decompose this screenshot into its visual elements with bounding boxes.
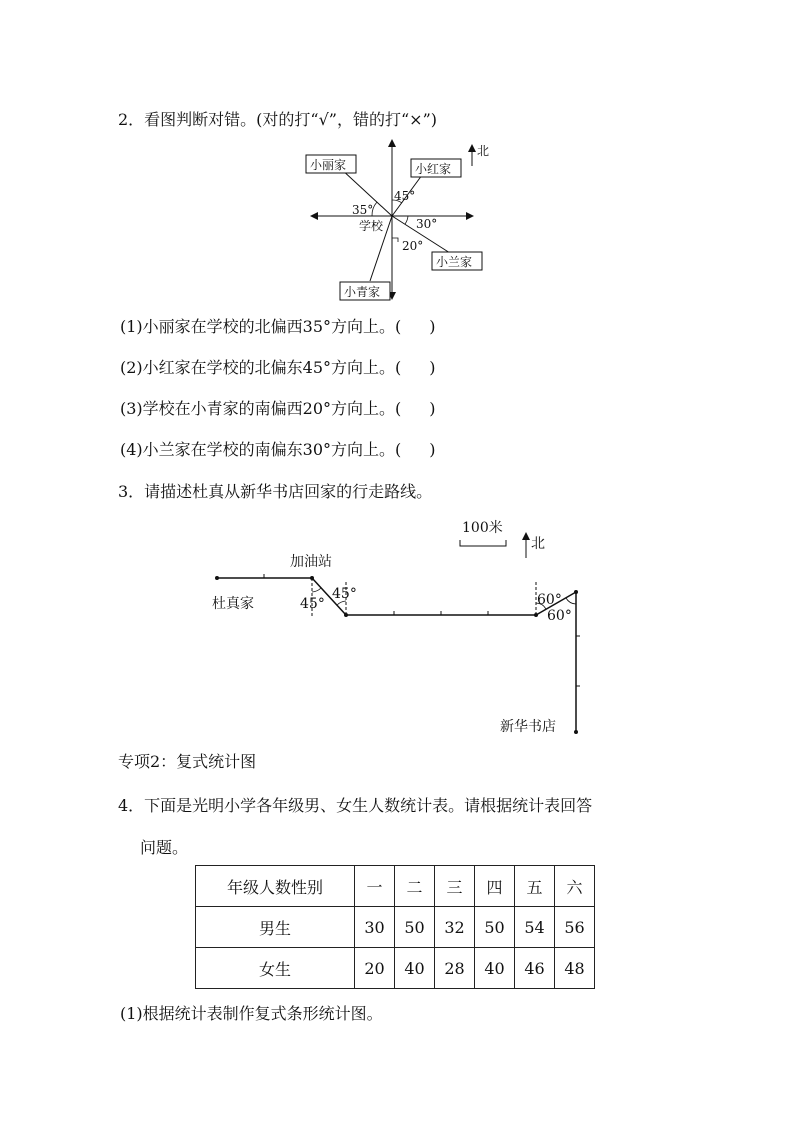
du-home-label: 杜真家 xyxy=(212,596,254,612)
table-row xyxy=(196,907,595,948)
angle-qing: 20° xyxy=(402,239,424,253)
scale-bar xyxy=(460,540,506,546)
grade-cell: 五 xyxy=(515,866,555,907)
north-label: 北 xyxy=(531,536,545,552)
row-label: 男生 xyxy=(196,907,355,948)
lan-home-label: 小兰家 xyxy=(436,255,473,269)
table-row xyxy=(196,948,595,989)
angle-d: 60° xyxy=(547,608,572,624)
table-cell: 48 xyxy=(555,948,595,989)
table-cell: 46 xyxy=(515,948,555,989)
q2-item-4: (4)小兰家在学校的南偏东30°方向上。( ) xyxy=(120,440,436,459)
angle-lan: 30° xyxy=(416,217,438,231)
hong-home-label: 小红家 xyxy=(415,162,452,176)
q2-item-1: (1)小丽家在学校的北偏西35°方向上。( ) xyxy=(120,317,436,336)
section-title: 专项2：复式统计图 xyxy=(118,752,257,771)
scale-label: 100米 xyxy=(462,520,503,536)
grade-cell: 四 xyxy=(475,866,515,907)
q4-title-cont: 问题。 xyxy=(140,838,189,857)
angle-li: 35° xyxy=(352,203,374,217)
q4-sub1: (1)根据统计表制作复式条形统计图。 xyxy=(120,1004,383,1023)
q4-title: 4．下面是光明小学各年级男、女生人数统计表。请根据统计表回答 xyxy=(118,796,593,815)
table-cell: 20 xyxy=(355,948,395,989)
table-cell: 50 xyxy=(475,907,515,948)
q2-item-2: (2)小红家在学校的北偏东45°方向上。( ) xyxy=(120,358,436,377)
q2-title: 2．看图判断对错。(对的打“√”，错的打“×”) xyxy=(118,110,437,129)
q2-item-3: (3)学校在小青家的南偏西20°方向上。( ) xyxy=(120,399,436,418)
stats-table xyxy=(195,865,595,989)
grade-cell: 二 xyxy=(395,866,435,907)
angle-a: 45° xyxy=(300,596,325,612)
route-map xyxy=(200,510,600,740)
north-label: 北 xyxy=(477,144,490,158)
table-cell: 32 xyxy=(435,907,475,948)
table-cell: 40 xyxy=(395,948,435,989)
table-cell: 28 xyxy=(435,948,475,989)
angle-b: 45° xyxy=(332,586,357,602)
walking-route xyxy=(217,578,576,732)
q3-title: 3．请描述杜真从新华书店回家的行走路线。 xyxy=(118,482,433,501)
grade-cell: 六 xyxy=(555,866,595,907)
table-header-cell: 年级人数性别 xyxy=(196,866,355,907)
table-cell: 40 xyxy=(475,948,515,989)
grade-cell: 三 xyxy=(435,866,475,907)
table-cell: 56 xyxy=(555,907,595,948)
row-label: 女生 xyxy=(196,948,355,989)
direction-diagram xyxy=(300,138,510,303)
school-label: 学校 xyxy=(359,219,384,233)
table-cell: 54 xyxy=(515,907,555,948)
table-cell: 50 xyxy=(395,907,435,948)
li-home-label: 小丽家 xyxy=(310,158,347,172)
gas-station-label: 加油站 xyxy=(290,554,332,570)
angle-c: 60° xyxy=(537,592,562,608)
table-cell: 30 xyxy=(355,907,395,948)
angle-hong: 45° xyxy=(394,189,416,203)
bookstore-label: 新华书店 xyxy=(500,719,556,735)
grade-cell: 一 xyxy=(355,866,395,907)
qing-home-label: 小青家 xyxy=(344,285,381,299)
table-header-row xyxy=(196,866,595,907)
